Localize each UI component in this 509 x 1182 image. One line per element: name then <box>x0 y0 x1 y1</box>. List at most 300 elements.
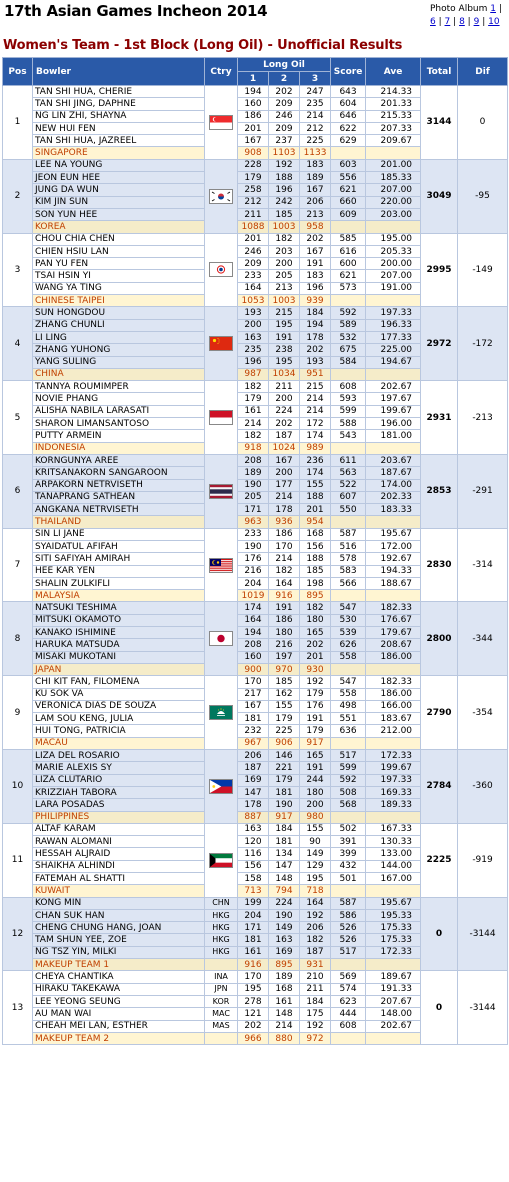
photo-album-link-6[interactable]: 6 <box>430 17 436 27</box>
team-score-empty <box>331 221 366 233</box>
bowler-average: 182.33 <box>366 676 421 688</box>
team-game-1-total: 1088 <box>238 221 269 233</box>
flag-macau-icon <box>209 705 233 720</box>
game-1-score: 182 <box>238 430 269 442</box>
bowler-score: 539 <box>331 627 366 639</box>
team-difference: -172 <box>458 307 508 381</box>
team-position: 11 <box>3 823 33 897</box>
game-3-score: 185 <box>300 565 331 577</box>
game-3-score: 195 <box>300 873 331 885</box>
game-1-score: 167 <box>238 700 269 712</box>
game-2-score: 191 <box>269 602 300 614</box>
game-2-score: 178 <box>269 504 300 516</box>
bowler-name: CHEYA CHANTIKA <box>33 971 205 983</box>
team-position: 13 <box>3 971 33 1045</box>
team-score-empty <box>331 811 366 823</box>
bowler-name: NG LIN ZHI, SHAYNA <box>33 110 205 122</box>
bowler-score: 621 <box>331 270 366 282</box>
team-name: MAKEUP TEAM 1 <box>33 959 205 971</box>
bowler-name: KANAKO ISHIMINE <box>33 627 205 639</box>
game-3-score: 191 <box>300 762 331 774</box>
game-1-score: 201 <box>238 233 269 245</box>
bowler-score: 566 <box>331 577 366 589</box>
bowler-name: JEON EUN HEE <box>33 172 205 184</box>
bowler-average: 199.67 <box>366 405 421 417</box>
game-1-score: 206 <box>238 750 269 762</box>
bowler-average: 194.33 <box>366 565 421 577</box>
team-total: 2790 <box>421 676 458 750</box>
bowler-country: HKG <box>205 909 238 921</box>
bowler-country: MAS <box>205 1020 238 1032</box>
game-2-score: 211 <box>269 381 300 393</box>
bowler-score: 526 <box>331 934 366 946</box>
bowler-average: 181.00 <box>366 430 421 442</box>
team-game-3-total: 951 <box>300 368 331 380</box>
bowler-name: VERONICA DIAS DE SOUZA <box>33 700 205 712</box>
country-cell <box>205 602 238 676</box>
game-3-score: 236 <box>300 454 331 466</box>
bowler-score: 522 <box>331 479 366 491</box>
bowler-score: 599 <box>331 405 366 417</box>
bowler-average: 196.33 <box>366 319 421 331</box>
bowler-average: 176.67 <box>366 614 421 626</box>
bowler-average: 195.00 <box>366 233 421 245</box>
country-cell <box>205 381 238 455</box>
bowler-name: TANNYA ROUMIMPER <box>33 381 205 393</box>
game-3-score: 214 <box>300 405 331 417</box>
game-2-score: 148 <box>269 873 300 885</box>
game-1-score: 209 <box>238 258 269 270</box>
team-score-empty <box>331 368 366 380</box>
team-score-empty <box>331 885 366 897</box>
game-2-score: 237 <box>269 135 300 147</box>
game-3-score: 187 <box>300 946 331 958</box>
bowler-country: CHN <box>205 897 238 909</box>
game-2-score: 168 <box>269 983 300 995</box>
game-2-score: 200 <box>269 467 300 479</box>
bowler-row <box>3 971 508 983</box>
game-3-score: 179 <box>300 688 331 700</box>
game-3-score: 244 <box>300 774 331 786</box>
col-header-game-3: 3 <box>300 72 331 86</box>
team-game-2-total: 906 <box>269 737 300 749</box>
game-1-score: 161 <box>238 946 269 958</box>
game-1-score: 163 <box>238 823 269 835</box>
bowler-name: TSAI HSIN YI <box>33 270 205 282</box>
game-3-score: 206 <box>300 922 331 934</box>
bowler-score: 621 <box>331 184 366 196</box>
team-ave-empty <box>366 295 421 307</box>
game-3-score: 149 <box>300 848 331 860</box>
team-ave-empty <box>366 663 421 675</box>
bowler-average: 202.67 <box>366 1020 421 1032</box>
game-2-score: 148 <box>269 1008 300 1020</box>
team-game-3-total: 930 <box>300 663 331 675</box>
game-1-score: 181 <box>238 713 269 725</box>
game-1-score: 211 <box>238 208 269 220</box>
bowler-average: 200.00 <box>366 258 421 270</box>
team-ave-empty <box>366 147 421 159</box>
game-3-score: 192 <box>300 1020 331 1032</box>
game-2-score: 177 <box>269 479 300 491</box>
team-difference: -3144 <box>458 897 508 971</box>
game-1-score: 246 <box>238 245 269 257</box>
team-score-empty <box>331 959 366 971</box>
game-3-score: 189 <box>300 172 331 184</box>
game-3-score: 202 <box>300 639 331 651</box>
bowler-row <box>3 750 508 762</box>
bowler-average: 172.33 <box>366 750 421 762</box>
photo-album-link-7[interactable]: 7 <box>444 17 451 27</box>
col-header-game-1: 1 <box>238 72 269 86</box>
bowler-average: 183.33 <box>366 504 421 516</box>
photo-album-link-8[interactable]: 8 <box>459 17 465 27</box>
game-3-score: 129 <box>300 860 331 872</box>
team-difference: -354 <box>458 676 508 750</box>
team-total: 2784 <box>421 750 458 824</box>
game-3-score: 193 <box>300 356 331 368</box>
bowler-score: 584 <box>331 356 366 368</box>
game-2-score: 196 <box>269 184 300 196</box>
bowler-name: KRIZZIAH TABORA <box>33 786 205 798</box>
team-game-1-total: 963 <box>238 516 269 528</box>
game-1-score: 161 <box>238 405 269 417</box>
game-1-score: 179 <box>238 172 269 184</box>
bowler-score: 599 <box>331 762 366 774</box>
bowler-name: CHOU CHIA CHEN <box>33 233 205 245</box>
bowler-name: YANG SULING <box>33 356 205 368</box>
game-1-score: 181 <box>238 934 269 946</box>
bowler-score: 432 <box>331 860 366 872</box>
bowler-row <box>3 602 508 614</box>
bowler-score: 556 <box>331 172 366 184</box>
team-country-empty <box>205 1032 238 1044</box>
game-2-score: 170 <box>269 540 300 552</box>
country-cell <box>205 159 238 233</box>
bowler-average: 177.33 <box>366 331 421 343</box>
game-2-score: 186 <box>269 528 300 540</box>
photo-album-label: Photo Album <box>430 4 488 14</box>
bowler-name: ANGKANA NETRVISETH <box>33 504 205 516</box>
game-2-score: 216 <box>269 639 300 651</box>
game-2-score: 179 <box>269 774 300 786</box>
game-2-score: 185 <box>269 208 300 220</box>
bowler-average: 183.67 <box>366 713 421 725</box>
bowler-score: 532 <box>331 331 366 343</box>
game-2-score: 195 <box>269 356 300 368</box>
game-3-score: 192 <box>300 909 331 921</box>
game-2-score: 205 <box>269 270 300 282</box>
team-game-3-total: 939 <box>300 295 331 307</box>
team-game-2-total: 1003 <box>269 221 300 233</box>
game-3-score: 196 <box>300 282 331 294</box>
photo-album <box>430 3 502 29</box>
bowler-row <box>3 307 508 319</box>
bowler-name: HUI TONG, PATRICIA <box>33 725 205 737</box>
game-2-score: 191 <box>269 331 300 343</box>
bowler-name: JUNG DA WUN <box>33 184 205 196</box>
photo-album-link-9[interactable]: 9 <box>473 17 480 27</box>
game-2-score: 200 <box>269 393 300 405</box>
team-ave-empty <box>366 442 421 454</box>
game-1-score: 169 <box>238 774 269 786</box>
team-name: JAPAN <box>33 663 205 675</box>
bowler-score: 526 <box>331 922 366 934</box>
bowler-score: 501 <box>331 873 366 885</box>
bowler-average: 207.67 <box>366 995 421 1007</box>
bowler-score: 578 <box>331 553 366 565</box>
game-1-score: 179 <box>238 393 269 405</box>
game-2-score: 161 <box>269 995 300 1007</box>
game-1-score: 160 <box>238 98 269 110</box>
photo-album-separator: | <box>453 17 457 27</box>
bowler-average: 133.00 <box>366 848 421 860</box>
game-1-score: 193 <box>238 307 269 319</box>
bowler-score: 568 <box>331 799 366 811</box>
team-ave-empty <box>366 590 421 602</box>
team-name: CHINESE TAIPEI <box>33 295 205 307</box>
bowler-name: LARA POSADAS <box>33 799 205 811</box>
game-1-score: 194 <box>238 627 269 639</box>
game-1-score: 156 <box>238 860 269 872</box>
team-difference: -344 <box>458 602 508 676</box>
photo-album-link-10[interactable]: 10 <box>488 17 500 27</box>
game-1-score: 212 <box>238 196 269 208</box>
team-ave-empty <box>366 221 421 233</box>
bowler-score: 558 <box>331 651 366 663</box>
game-2-score: 181 <box>269 836 300 848</box>
team-game-1-total: 967 <box>238 737 269 749</box>
bowler-average: 207.00 <box>366 270 421 282</box>
team-position: 8 <box>3 602 33 676</box>
game-1-score: 176 <box>238 553 269 565</box>
team-score-empty <box>331 442 366 454</box>
bowler-country: JPN <box>205 983 238 995</box>
game-2-score: 214 <box>269 1020 300 1032</box>
bowler-name: SHAIKHA ALHINDI <box>33 860 205 872</box>
game-2-score: 184 <box>269 823 300 835</box>
results-table-header <box>3 58 508 86</box>
team-total: 3049 <box>421 159 458 233</box>
bowler-country: HKG <box>205 922 238 934</box>
team-name: THAILAND <box>33 516 205 528</box>
team-position: 2 <box>3 159 33 233</box>
game-2-score: 214 <box>269 553 300 565</box>
bowler-name: HEE KAR YEN <box>33 565 205 577</box>
team-name: KOREA <box>33 221 205 233</box>
game-2-score: 238 <box>269 344 300 356</box>
bowler-average: 148.00 <box>366 1008 421 1020</box>
bowler-score: 587 <box>331 528 366 540</box>
team-game-2-total: 1103 <box>269 147 300 159</box>
bowler-name: MITSUKI OKAMOTO <box>33 614 205 626</box>
team-total: 3144 <box>421 86 458 160</box>
game-3-score: 155 <box>300 479 331 491</box>
bowler-average: 197.33 <box>366 307 421 319</box>
game-1-score: 232 <box>238 725 269 737</box>
col-header-bowler: Bowler <box>33 58 205 86</box>
flag-singapore-icon <box>209 115 233 130</box>
game-1-score: 199 <box>238 897 269 909</box>
game-3-score: 164 <box>300 897 331 909</box>
game-1-score: 217 <box>238 688 269 700</box>
bowler-name: ZHANG YUHONG <box>33 344 205 356</box>
game-3-score: 184 <box>300 995 331 1007</box>
bowler-average: 167.33 <box>366 823 421 835</box>
game-2-score: 221 <box>269 762 300 774</box>
bowler-average: 202.33 <box>366 491 421 503</box>
bowler-name: RAWAN ALOMANI <box>33 836 205 848</box>
team-game-3-total: 954 <box>300 516 331 528</box>
bowler-name: HARUKA MATSUDA <box>33 639 205 651</box>
bowler-average: 195.67 <box>366 897 421 909</box>
bowler-name: CHAN SUK HAN <box>33 909 205 921</box>
bowler-score: 530 <box>331 614 366 626</box>
bowler-score: 643 <box>331 86 366 98</box>
game-1-score: 202 <box>238 1020 269 1032</box>
game-2-score: 169 <box>269 946 300 958</box>
game-3-score: 174 <box>300 467 331 479</box>
bowler-score: 547 <box>331 602 366 614</box>
bowler-average: 185.33 <box>366 172 421 184</box>
game-3-score: 210 <box>300 971 331 983</box>
bowler-score: 616 <box>331 245 366 257</box>
bowler-score: 586 <box>331 909 366 921</box>
flag-thailand-icon <box>209 484 233 499</box>
country-cell <box>205 823 238 897</box>
bowler-name: LIZA DEL ROSARIO <box>33 750 205 762</box>
photo-album-link-1[interactable]: 1 <box>490 4 496 14</box>
team-block <box>3 233 508 307</box>
col-header-long-oil: Long Oil <box>238 58 331 72</box>
team-total: 0 <box>421 971 458 1045</box>
bowler-score: 399 <box>331 848 366 860</box>
game-2-score: 242 <box>269 196 300 208</box>
team-game-2-total: 917 <box>269 811 300 823</box>
game-3-score: 212 <box>300 122 331 134</box>
game-3-score: 211 <box>300 983 331 995</box>
team-position: 3 <box>3 233 33 307</box>
team-name: KUWAIT <box>33 885 205 897</box>
team-position: 5 <box>3 381 33 455</box>
game-3-score: 172 <box>300 418 331 430</box>
col-header-dif: Dif <box>458 58 508 86</box>
team-game-3-total: 958 <box>300 221 331 233</box>
game-2-score: 182 <box>269 565 300 577</box>
bowler-score: 592 <box>331 774 366 786</box>
bowler-average: 207.33 <box>366 122 421 134</box>
team-game-2-total: 1003 <box>269 295 300 307</box>
bowler-name: CHI KIT FAN, FILOMENA <box>33 676 205 688</box>
game-3-score: 192 <box>300 676 331 688</box>
bowler-name: TAN SHI JING, DAPHNE <box>33 98 205 110</box>
game-3-score: 191 <box>300 713 331 725</box>
bowler-name: SIN LI JANE <box>33 528 205 540</box>
team-block <box>3 381 508 455</box>
game-1-score: 170 <box>238 676 269 688</box>
team-game-2-total: 916 <box>269 590 300 602</box>
bowler-country: HKG <box>205 934 238 946</box>
team-total: 2972 <box>421 307 458 381</box>
team-difference: -149 <box>458 233 508 307</box>
bowler-name: CHENG CHUNG HANG, JOAN <box>33 922 205 934</box>
bowler-average: 195.33 <box>366 909 421 921</box>
team-game-3-total: 980 <box>300 811 331 823</box>
country-cell <box>205 528 238 602</box>
bowler-average: 130.33 <box>366 836 421 848</box>
bowler-name: NG TSZ YIN, MILKI <box>33 946 205 958</box>
bowler-score: 623 <box>331 995 366 1007</box>
game-2-score: 192 <box>269 159 300 171</box>
bowler-country: HKG <box>205 946 238 958</box>
bowler-average: 179.67 <box>366 627 421 639</box>
team-block <box>3 454 508 528</box>
game-3-score: 183 <box>300 270 331 282</box>
game-3-score: 165 <box>300 750 331 762</box>
game-3-score: 182 <box>300 602 331 614</box>
team-ave-empty <box>366 737 421 749</box>
bowler-name: AU MAN WAI <box>33 1008 205 1020</box>
team-game-2-total: 1034 <box>269 368 300 380</box>
team-ave-empty <box>366 959 421 971</box>
game-1-score: 164 <box>238 282 269 294</box>
bowler-average: 209.67 <box>366 135 421 147</box>
bowler-score: 607 <box>331 491 366 503</box>
bowler-name: KONG MIN <box>33 897 205 909</box>
bowler-row <box>3 823 508 835</box>
team-total: 2995 <box>421 233 458 307</box>
team-score-empty <box>331 295 366 307</box>
bowler-name: ALISHA NABILA LARASATI <box>33 405 205 417</box>
country-cell <box>205 307 238 381</box>
bowler-score: 547 <box>331 676 366 688</box>
team-score-empty <box>331 1032 366 1044</box>
bowler-score: 444 <box>331 1008 366 1020</box>
team-total: 2800 <box>421 602 458 676</box>
game-3-score: 202 <box>300 344 331 356</box>
bowler-score: 600 <box>331 258 366 270</box>
game-1-score: 278 <box>238 995 269 1007</box>
col-header-ctry: Ctry <box>205 58 238 86</box>
bowler-average: 186.00 <box>366 651 421 663</box>
bowler-score: 517 <box>331 750 366 762</box>
game-2-score: 149 <box>269 922 300 934</box>
bowler-score: 636 <box>331 725 366 737</box>
bowler-score: 391 <box>331 836 366 848</box>
bowler-average: 189.33 <box>366 799 421 811</box>
team-country-empty <box>205 959 238 971</box>
game-3-score: 200 <box>300 799 331 811</box>
bowler-average: 191.00 <box>366 282 421 294</box>
game-3-score: 215 <box>300 381 331 393</box>
game-3-score: 198 <box>300 577 331 589</box>
bowler-score: 543 <box>331 430 366 442</box>
bowler-name: MISAKI MUKOTANI <box>33 651 205 663</box>
bowler-score: 675 <box>331 344 366 356</box>
game-3-score: 214 <box>300 393 331 405</box>
flag-china-icon <box>209 336 233 351</box>
bowler-score: 589 <box>331 319 366 331</box>
team-block <box>3 823 508 897</box>
team-name: MALAYSIA <box>33 590 205 602</box>
bowler-average: 214.33 <box>366 86 421 98</box>
game-2-score: 209 <box>269 98 300 110</box>
team-score-empty <box>331 663 366 675</box>
bowler-score: 585 <box>331 233 366 245</box>
game-1-score: 194 <box>238 86 269 98</box>
team-position: 1 <box>3 86 33 160</box>
bowler-average: 172.00 <box>366 540 421 552</box>
